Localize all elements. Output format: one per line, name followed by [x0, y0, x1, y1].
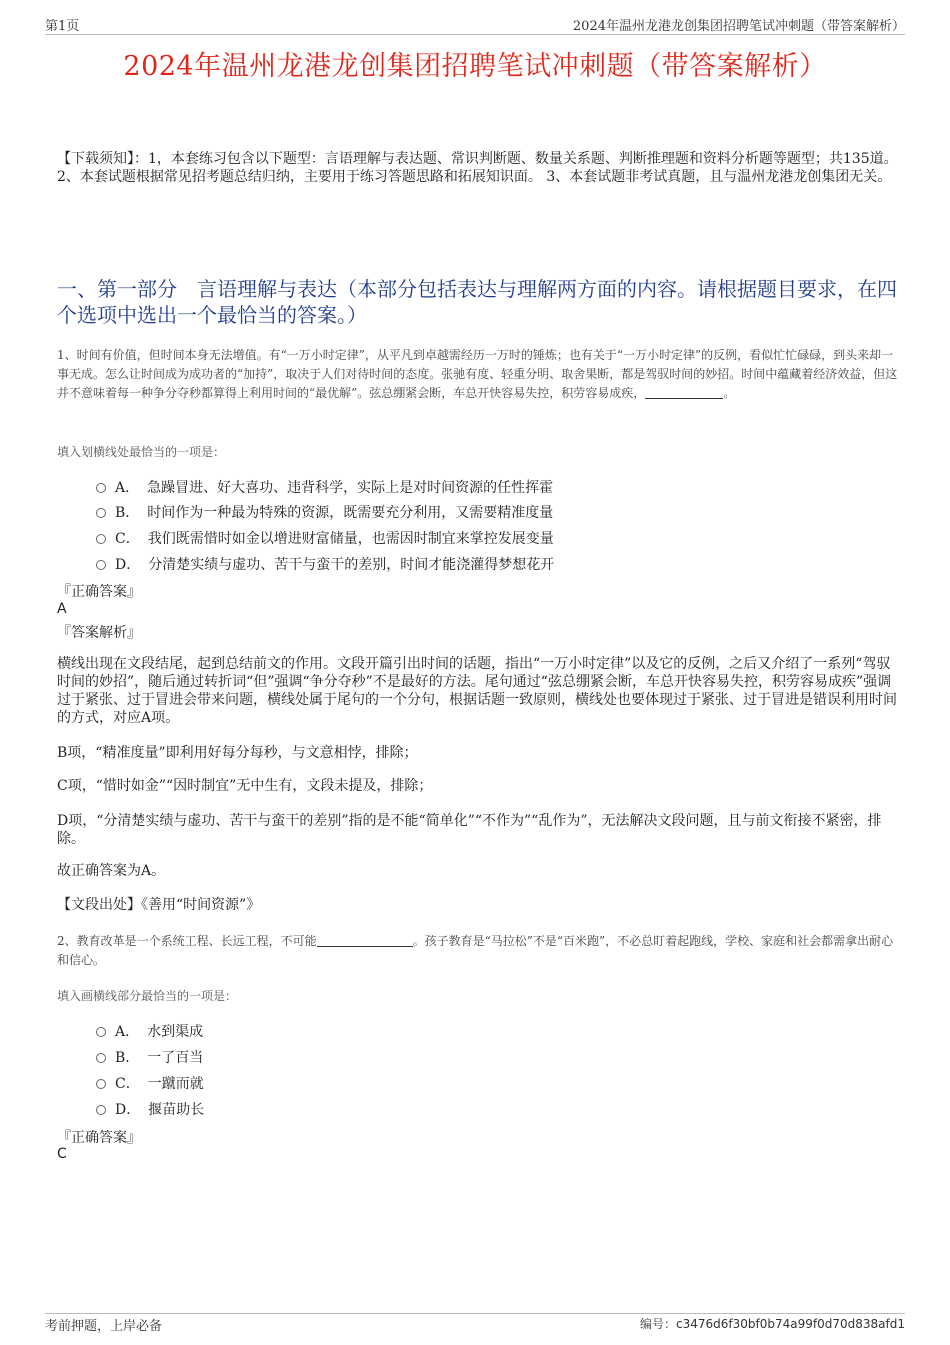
question-1-option-d[interactable] [96, 554, 554, 574]
radio-icon[interactable] [96, 1079, 106, 1089]
radio-icon[interactable] [96, 560, 106, 570]
option-text: 急躁冒进、好大喜功、违背科学，实际上是对时间资源的任性挥霍 [147, 480, 554, 496]
option-letter: D． [115, 1102, 141, 1118]
radio-icon[interactable] [96, 534, 106, 544]
option-letter: B． [115, 1050, 140, 1066]
question-1-analysis-c: C项，“惜时如金”“因时制宜”无中生有，文段未提及，排除； [57, 778, 433, 794]
question-1-analysis-label: 『答案解析』 [57, 625, 141, 641]
question-1-source: 【文段出处】《善用“时间资源”》 [57, 897, 261, 913]
question-2-hint: 填入画横线部分最恰当的一项是： [57, 989, 238, 1003]
radio-icon[interactable] [96, 1027, 106, 1037]
document-title: 2024年温州龙港龙创集团招聘笔试冲刺题（带答案解析） [123, 51, 827, 82]
footer-slogan: 考前押题，上岸必备 [45, 1319, 163, 1334]
option-letter: B． [115, 505, 140, 521]
question-2-option-b[interactable] [96, 1047, 203, 1067]
option-letter: A． [115, 480, 140, 496]
option-letter: D． [115, 557, 141, 573]
question-2-stem-text: 2、教育改革是一个系统工程、长远工程，不可能 [57, 934, 317, 948]
question-1-stem [57, 346, 902, 403]
section-heading: 一、第一部分 言语理解与表达（本部分包括表达与理解两方面的内容。请根据题目要求，在四个选项中选出一个最恰当的答案。） [57, 277, 897, 327]
question-2-option-a[interactable] [96, 1021, 203, 1041]
option-letter: A． [115, 1024, 140, 1040]
header-divider [45, 34, 905, 35]
radio-icon[interactable] [96, 483, 106, 493]
question-2-stem-end: 。孩子教育是“马拉松”不是“百米跑”，不必总盯着起跑线，学校、家庭和社会都需拿出耐心和信心。 [57, 934, 894, 967]
question-1-stem-end: 。 [723, 386, 736, 400]
question-1-hint: 填入划横线处最恰当的一项是： [57, 445, 226, 459]
question-1-stem-text: 1、时间有价值，但时间本身无法增值。有“一万小时定律”，从平凡到卓越需经历一万时的锤炼；也有关于“一万小时定律”的反例，看似忙忙碌碌，到头来却一事无成。怎么让时间成为成功者的“加持”，取决于人们对待时间的态度。张驰有度、轻重分明、取舍果断，都是驾驭时间的妙招。时间中蕴藏着经济效益，但这并不意味着每一种争分夺秒都算得上利用时间的“最优解”。弦总绷紧会断，车总开快容易失控，积劳容易成疾， [57, 348, 898, 400]
question-1-option-b[interactable] [96, 502, 553, 522]
option-text: 水到渠成 [147, 1024, 204, 1040]
option-text: 时间作为一种最为特殊的资源，既需要充分利用，又需要精准度量 [147, 505, 554, 521]
option-text: 一蹴而就 [147, 1076, 204, 1092]
download-notice: 【下载须知】：1，本套练习包含以下题型：言语理解与表达题、常识判断题、数量关系题、判断推理题和资料分析题等题型；共135道。 2、本套试题根据常见招考题总结归纳，主要用于练习答题思路和拓展知识面。 3、本套试题非考试真题，且与温州龙港龙创集团无关。 [57, 151, 898, 185]
question-2-stem [57, 932, 902, 970]
radio-icon[interactable] [96, 508, 106, 518]
question-1-answer: A [57, 601, 67, 617]
page-number: 第1页 [45, 19, 80, 34]
option-letter: C． [115, 1076, 140, 1092]
question-1-analysis-d: D项，“分清楚实绩与虚功、苦干与蛮干的差别”指的是不能“简单化”“不作为”“乱作为”，无法解决文段问题，且与前文衔接不紧密，排除。 [57, 813, 882, 847]
radio-icon[interactable] [96, 1105, 106, 1115]
question-1-answer-label: 『正确答案』 [57, 584, 141, 600]
radio-icon[interactable] [96, 1053, 106, 1063]
question-1-option-a[interactable] [96, 477, 553, 497]
question-2-answer-label: 『正确答案』 [57, 1130, 141, 1146]
option-text: 我们既需惜时如金以增进财富储量，也需因时制宜来掌控发展变量 [147, 531, 554, 547]
question-1-blank [645, 386, 723, 399]
question-2-option-d[interactable] [96, 1099, 204, 1119]
question-1-analysis-paragraph: 横线出现在文段结尾，起到总结前文的作用。文段开篇引出时间的话题，指出“一万小时定律”以及它的反例，之后又介绍了一系列“驾驭时间的妙招”，随后通过转折词“但”强调“争分夺秒”不是最好的方法。尾句通过“弦总绷紧会断，车总开快容易失控，积劳容易成疾”强调过于紧张、过于冒进会带来问题，横线处属于尾句的一个分句，根据话题一致原则，横线处也要体现过于紧张、过于冒进是错误利用时间的方式，对应A项。 [57, 656, 897, 726]
question-1-conclusion: 故正确答案为A。 [57, 863, 166, 879]
question-1-analysis-b: B项，“精准度量”即利用好每分每秒，与文意相悖，排除； [57, 745, 418, 761]
option-letter: C． [115, 531, 140, 547]
question-1-option-c[interactable] [96, 528, 554, 548]
option-text: 揠苗助长 [148, 1102, 205, 1118]
question-2-option-c[interactable] [96, 1073, 204, 1093]
header-doc-title: 2024年温州龙港龙创集团招聘笔试冲刺题（带答案解析） [572, 19, 905, 34]
question-2-blank [317, 934, 413, 947]
footer-code: 编号：c3476d6f30bf0b74a99f0d70d838afd1 [640, 1317, 905, 1331]
option-text: 分清楚实绩与虚功、苦干与蛮干的差别，时间才能浇灌得梦想花开 [148, 557, 555, 573]
option-text: 一了百当 [147, 1050, 204, 1066]
footer-divider [45, 1313, 905, 1314]
question-2-answer: C [57, 1146, 67, 1162]
